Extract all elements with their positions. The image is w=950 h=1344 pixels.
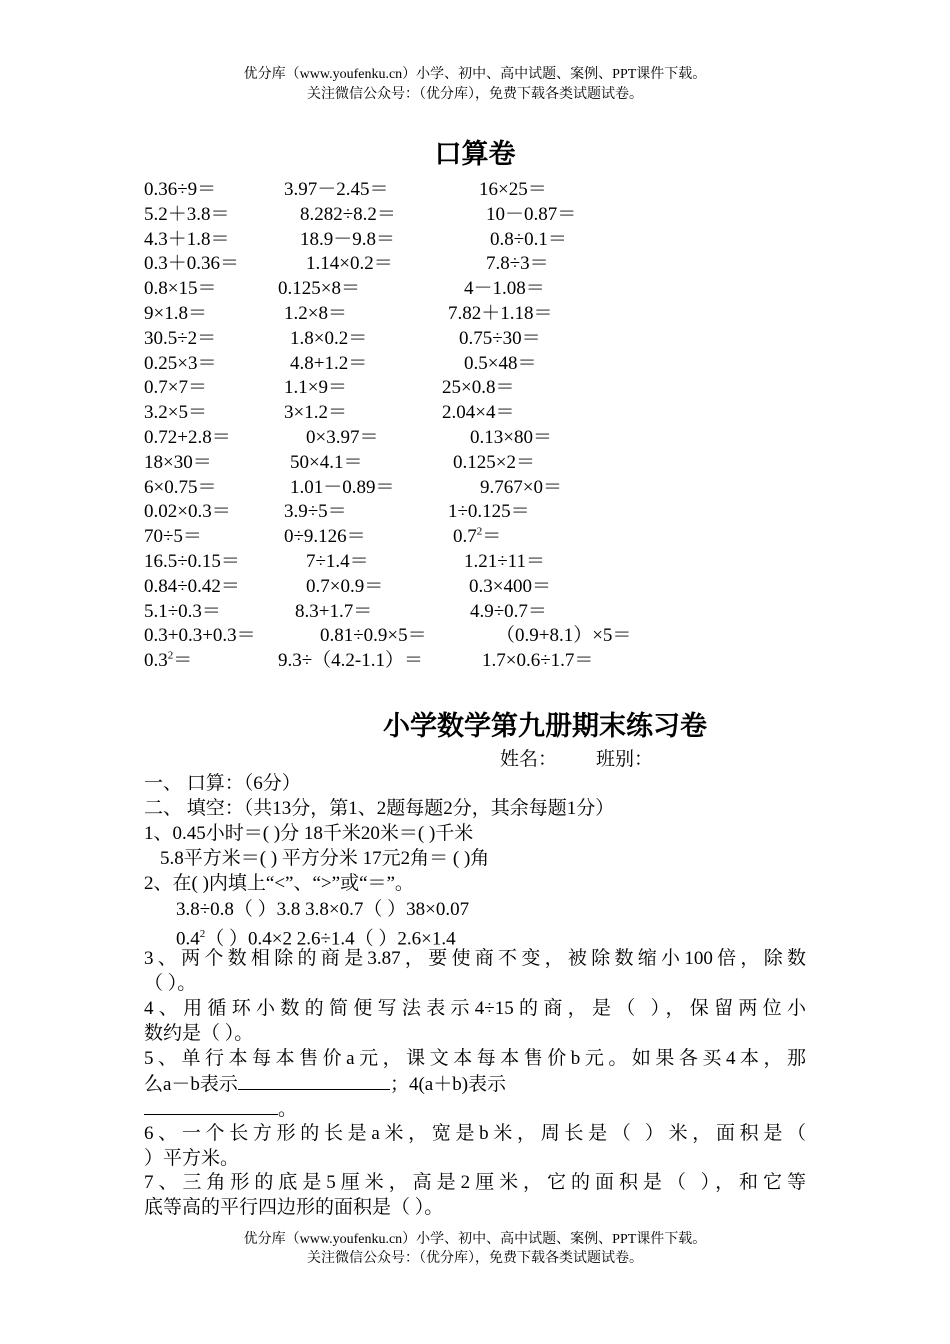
oral-title: 口算卷 xyxy=(434,139,516,169)
oral-problem: 16×25＝ xyxy=(479,179,547,200)
oral-problem: 0÷9.126＝ xyxy=(284,526,366,548)
oral-problem: 1.2×8＝ xyxy=(284,303,347,324)
oral-problem: 50×4.1＝ xyxy=(290,451,363,473)
oral-problem: 3.97－2.45＝ xyxy=(284,179,389,200)
footer-line-2: 关注微信公众号：（优分库），免费下载各类试题试卷。 xyxy=(307,1251,643,1266)
oral-problem: 1÷0.125＝ xyxy=(448,501,530,523)
section-2: 二、 填空：（共13分，第1、2题每题2分，其余每题1分） xyxy=(144,798,615,819)
question-7 xyxy=(144,1170,806,1195)
oral-problem: 0.13×80＝ xyxy=(470,427,552,448)
oral-problem: 0.3＋0.36＝ xyxy=(144,253,240,275)
oral-problem: 1.14×0.2＝ xyxy=(306,253,393,275)
oral-problem: 0.81÷0.9×5＝ xyxy=(320,625,427,647)
oral-problem: 0.8×15＝ xyxy=(144,278,217,300)
oral-problem: 9.3÷（4.2-1.1）＝ xyxy=(278,650,424,672)
question-6-line-2: ）平方米。 xyxy=(144,1148,240,1169)
oral-problem: 1.7×0.6÷1.7＝ xyxy=(482,650,594,672)
oral-problem: 0.72+2.8＝ xyxy=(144,427,231,448)
question-6 xyxy=(144,1121,806,1146)
oral-problem: 8.3+1.7＝ xyxy=(295,600,373,622)
header-line-2: 关注微信公众号：（优分库），免费下载各类试题试卷。 xyxy=(307,87,643,102)
question-3 xyxy=(144,946,806,971)
oral-problem: 0.75÷30＝ xyxy=(459,327,541,349)
q5-part-2: ；4(a＋b)表示 xyxy=(389,1074,507,1095)
oral-problem: 5.2＋3.8＝ xyxy=(144,203,230,225)
answer-blank-1[interactable] xyxy=(238,1071,390,1090)
oral-problem: 4－1.08＝ xyxy=(464,278,545,300)
oral-problem: 0.3+0.3+0.3＝ xyxy=(144,625,256,647)
question-7-line-1: 7、三角形的底是5厘米，高是2厘米，它的面积是（ ），和它等 xyxy=(144,1172,806,1193)
exam-title: 小学数学第九册期末练习卷 xyxy=(383,711,707,741)
oral-problem: 1.1×9＝ xyxy=(284,377,347,399)
oral-problem: 25×0.8＝ xyxy=(442,377,515,399)
question-1-line-1: 1、0.45小时＝( )分 18千米20米＝( )千米 xyxy=(144,823,474,844)
question-2: 2、在( )内填上“<”、“>”或“＝”。 xyxy=(144,873,414,894)
oral-problem: 0.125×8＝ xyxy=(278,278,360,300)
oral-problem: 4.8+1.2＝ xyxy=(290,352,368,374)
question-1-line-2: 5.8平方米＝( ) 平方分米 17元2角＝ ( )角 xyxy=(160,848,490,869)
question-4-line-1: 4、用循环小数的简便写法表示4÷15的商，是（ ），保留两位小 xyxy=(144,998,806,1019)
oral-problem: 2.04×4＝ xyxy=(442,402,515,424)
question-5 xyxy=(144,1046,806,1071)
oral-problem: 1.8×0.2＝ xyxy=(290,327,368,349)
oral-problem: 9×1.8＝ xyxy=(144,303,207,324)
question-4-line-2: 数约是（ ）。 xyxy=(144,1023,254,1044)
oral-problem: 0.125×2＝ xyxy=(453,451,535,473)
oral-problem: 0.7×0.9＝ xyxy=(306,575,384,597)
oral-problem: 7.82＋1.18＝ xyxy=(448,303,553,324)
oral-problem: 5.1÷0.3＝ xyxy=(144,600,221,622)
question-3-line-2: （ ）。 xyxy=(144,973,197,994)
oral-problem: 3.2×5＝ xyxy=(144,402,207,424)
q2b-exponent: 2 xyxy=(199,928,206,940)
question-5-line-2 xyxy=(144,1071,506,1097)
oral-problem: 3×1.2＝ xyxy=(284,402,347,424)
oral-problem: 0.8÷0.1＝ xyxy=(490,228,567,250)
question-7-line-2: 底等高的平行四边形的面积是（ ）。 xyxy=(144,1197,444,1218)
question-5-line-3 xyxy=(144,1096,297,1122)
oral-problem: $0.7^2=$ xyxy=(453,525,502,548)
oral-problem: 4.9÷0.7＝ xyxy=(470,600,547,622)
footer-line-1: 优分库（www.youfenku.cn）小学、初中、高中试题、案例、PPT课件下载。 xyxy=(243,1232,707,1247)
oral-problem: （0.9+8.1）×5＝ xyxy=(496,625,632,647)
oral-problem: 0.7×7＝ xyxy=(144,377,207,399)
oral-problem: 16.5÷0.15＝ xyxy=(144,551,240,572)
oral-problem: 0.84÷0.42＝ xyxy=(144,575,240,597)
q5-part-3: 。 xyxy=(278,1099,298,1120)
oral-problem: 0.36÷9＝ xyxy=(144,179,217,200)
answer-blank-2[interactable] xyxy=(144,1096,278,1115)
question-2-line-1: 3.8÷0.8（ ）3.8 3.8×0.7（ ）38×0.07 xyxy=(176,899,470,920)
oral-problem: 3.9÷5＝ xyxy=(284,501,347,523)
q5-part-1: 么a－b表示 xyxy=(144,1074,238,1095)
question-3-line-1: 3、两个数相除的商是3.87，要使商不变，被除数缩小100倍，除数 xyxy=(144,948,806,969)
oral-problem: 1.21÷11＝ xyxy=(464,551,545,572)
name-label: 姓名： xyxy=(500,749,558,770)
oral-problem: 9.767×0＝ xyxy=(480,476,562,498)
q2b-base: 0.4 xyxy=(176,928,200,950)
oral-problem: 18×30＝ xyxy=(144,451,212,473)
oral-problem: 0.3×400＝ xyxy=(469,575,551,597)
oral-problem: 8.282÷8.2＝ xyxy=(300,203,396,225)
oral-problem: 4.3＋1.8＝ xyxy=(144,228,230,250)
oral-problem: 6×0.75＝ xyxy=(144,476,217,498)
oral-problem: 0×3.97＝ xyxy=(306,427,379,448)
oral-problem: $0.3^2=$ xyxy=(144,649,193,672)
oral-problem: 7÷1.4＝ xyxy=(306,551,369,572)
oral-problem: 10－0.87＝ xyxy=(486,203,577,225)
q2b-rest: （ ）0.4×2 2.6÷1.4（ ）2.6×1.4 xyxy=(205,928,456,950)
header-line-1: 优分库（www.youfenku.cn）小学、初中、高中试题、案例、PPT课件下载。 xyxy=(243,67,707,82)
oral-problem: 0.02×0.3＝ xyxy=(144,501,231,523)
section-1: 一、 口算：（6分） xyxy=(144,773,301,794)
oral-problem: 7.8÷3＝ xyxy=(486,253,549,275)
class-label: 班别： xyxy=(596,749,654,770)
oral-problem: 0.5×48＝ xyxy=(464,352,537,374)
oral-problem: 30.5÷2＝ xyxy=(144,327,217,349)
question-4 xyxy=(144,996,806,1021)
oral-problem: 70÷5＝ xyxy=(144,526,202,548)
oral-problem: 0.25×3＝ xyxy=(144,352,217,374)
oral-problem: 18.9－9.8＝ xyxy=(300,228,396,250)
question-5-line-1: 5、单行本每本售价a元，课文本每本售价b元。如果各买4本，那 xyxy=(144,1048,806,1069)
question-6-line-1: 6、一个长方形的长是a米，宽是b米，周长是（ ）米，面积是（ xyxy=(144,1123,806,1144)
oral-problem: 1.01－0.89＝ xyxy=(290,476,395,498)
